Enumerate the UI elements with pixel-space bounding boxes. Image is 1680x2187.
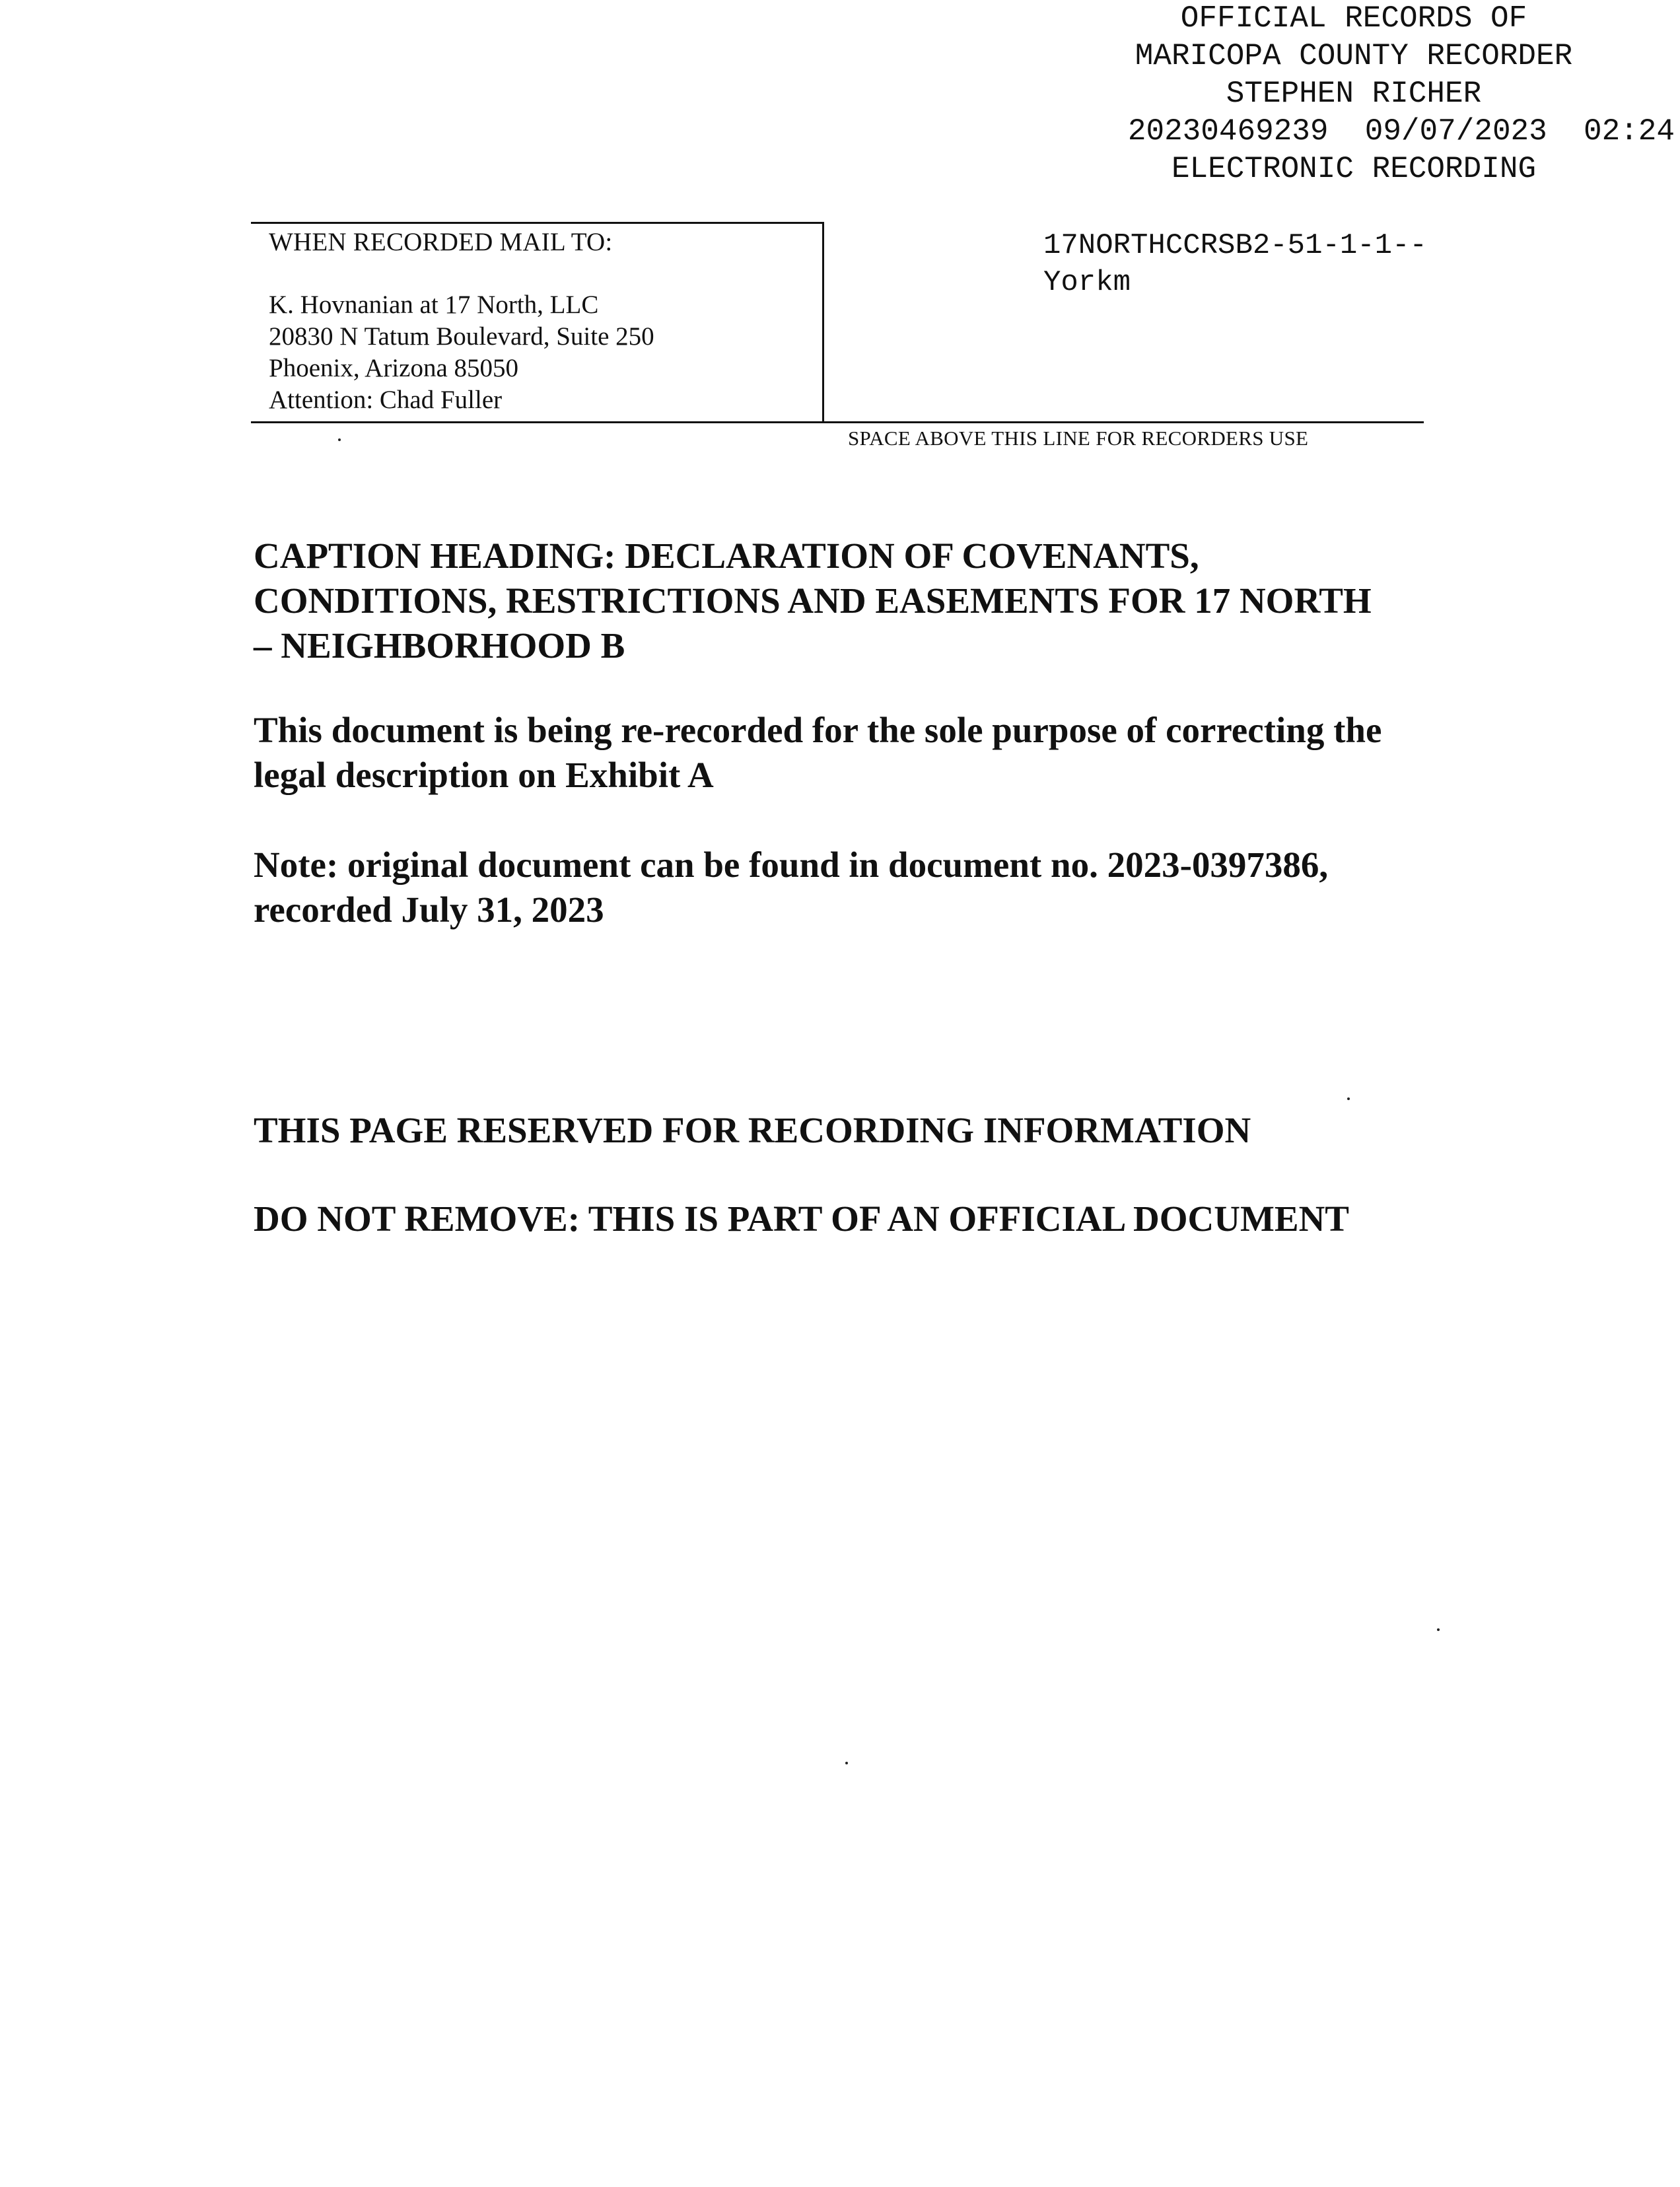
caption-line: – NEIGHBORHOOD B: [254, 625, 625, 666]
caption-line: CAPTION HEADING: DECLARATION OF COVENANTS,: [254, 536, 1199, 576]
stamp-line-office: OFFICIAL RECORDS OF: [1180, 1, 1527, 36]
scan-speck: [1347, 1097, 1350, 1100]
caption-line: CONDITIONS, RESTRICTIONS AND EASEMENTS FOR 17 NORTH: [254, 580, 1372, 621]
do-not-remove-notice: [254, 1197, 1482, 1241]
scan-speck: [338, 438, 341, 441]
reference-user: Yorkm: [1043, 266, 1131, 299]
mail-to-line: K. Hovnanian at 17 North, LLC: [269, 291, 599, 319]
mail-to-heading: WHEN RECORDED MAIL TO:: [269, 228, 613, 256]
recorder-stamp: [1030, 0, 1677, 188]
mail-to-line: 20830 N Tatum Boulevard, Suite 250: [269, 322, 654, 351]
document-reference: [1043, 227, 1427, 301]
caption-heading: [254, 534, 1482, 668]
recorder-space-rule: [251, 421, 1424, 423]
stamp-line-recorder: STEPHEN RICHER: [1226, 77, 1482, 111]
mail-to-line: Attention: Chad Fuller: [269, 386, 503, 414]
note-line: recorded July 31, 2023: [254, 889, 604, 930]
mail-to-line: Phoenix, Arizona 85050: [269, 354, 519, 382]
original-document-note: [254, 843, 1482, 932]
purpose-line: legal description on Exhibit A: [254, 755, 714, 795]
reserved-notice: [254, 1108, 1482, 1153]
scan-speck: [845, 1762, 848, 1764]
reference-code: 17NORTHCCRSB2-51-1-1--: [1043, 229, 1427, 262]
mail-to-address: [269, 289, 654, 416]
reserved-notice-text: THIS PAGE RESERVED FOR RECORDING INFORMATION: [254, 1110, 1251, 1150]
purpose-statement: [254, 708, 1482, 798]
scan-speck: [1437, 1628, 1440, 1631]
do-not-remove-text: DO NOT REMOVE: THIS IS PART OF AN OFFICIAL DOCUMENT: [254, 1198, 1349, 1239]
stamp-line-recording-type: ELECTRONIC RECORDING: [1171, 152, 1537, 186]
stamp-line-record-number: 20230469239 09/07/2023 02:24: [1127, 114, 1675, 149]
note-line: Note: original document can be found in document no. 2023-0397386,: [254, 845, 1329, 885]
stamp-line-county: MARICOPA COUNTY RECORDER: [1135, 39, 1573, 73]
purpose-line: This document is being re-recorded for the sole purpose of correcting the: [254, 710, 1382, 750]
recorders-space-note: SPACE ABOVE THIS LINE FOR RECORDERS USE: [848, 427, 1309, 450]
